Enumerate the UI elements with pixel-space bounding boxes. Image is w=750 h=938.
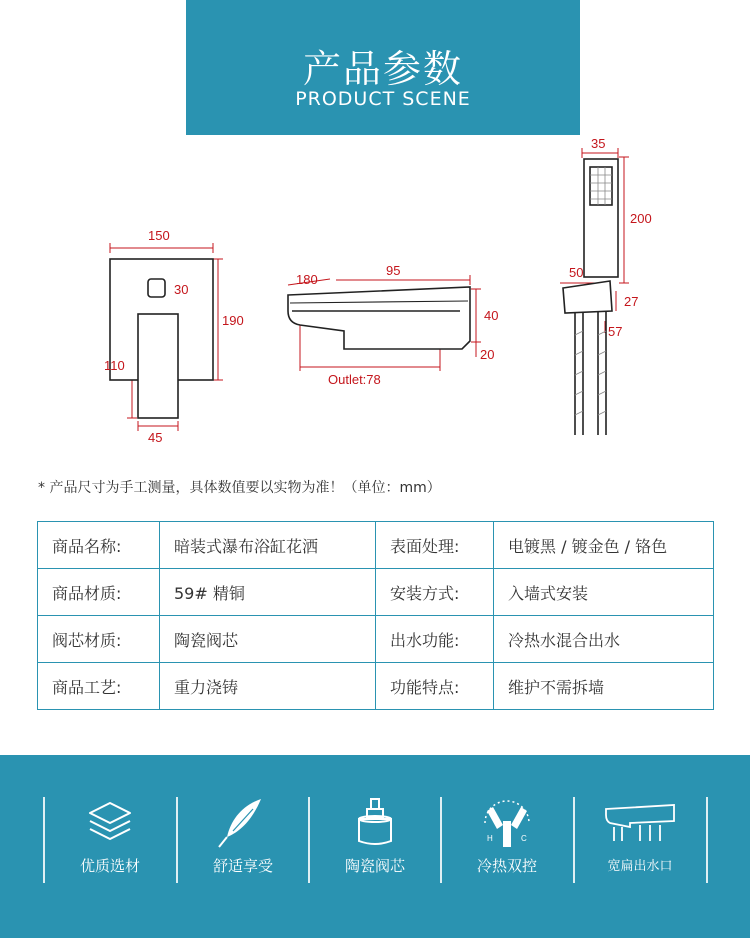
handheld-length-label: 200: [630, 211, 652, 226]
spec-key: 商品名称:: [38, 522, 160, 569]
feature-item: [574, 797, 706, 887]
spout-top-width-label: 95: [386, 263, 401, 278]
hot-label: H: [487, 834, 493, 843]
holder-height-label: 27: [624, 294, 639, 309]
spec-value: 维护不需拆墙: [494, 663, 714, 710]
feature-label: 宽扁出水口: [607, 859, 673, 874]
dimension-diagram: [0, 135, 750, 465]
spec-table: [37, 521, 714, 710]
spout-outlet-label: Outlet:78: [328, 372, 381, 387]
feature-item: [309, 797, 441, 887]
feature-item: [177, 797, 309, 887]
spec-key: 商品工艺:: [38, 663, 160, 710]
spec-value: 暗装式瀑布浴缸花洒: [160, 522, 376, 569]
valve-cartridge-icon: [345, 797, 405, 849]
spec-key: 阀芯材质:: [38, 616, 160, 663]
table-row: [38, 569, 714, 616]
spec-value: 冷热水混合出水: [494, 616, 714, 663]
feature-label: 舒适享受: [212, 857, 273, 875]
table-row: [38, 663, 714, 710]
feature-item: [441, 797, 573, 887]
layers-icon: [80, 797, 140, 847]
feature-label: 冷热双控: [476, 857, 537, 875]
spec-key: 商品材质:: [38, 569, 160, 616]
spout-depth-label: 180: [296, 272, 318, 287]
spec-value: 入墙式安装: [494, 569, 714, 616]
table-row: [38, 522, 714, 569]
hot-cold-icon: [475, 797, 539, 851]
divider: [706, 797, 708, 883]
feature-label: 优质选材: [79, 857, 140, 875]
waterfall-spout-icon: [600, 797, 680, 849]
feature-item: [44, 797, 176, 887]
page-subtitle: PRODUCT SCENE: [295, 88, 471, 110]
lever-height-label: 110: [104, 358, 125, 373]
table-row: [38, 616, 714, 663]
spec-key: 安装方式:: [376, 569, 494, 616]
spout-lip-label: 20: [480, 347, 495, 362]
panel-height-label: 190: [222, 313, 244, 328]
button-size-label: 30: [174, 282, 189, 297]
spec-value: 陶瓷阀芯: [160, 616, 376, 663]
feature-bar: [0, 755, 750, 938]
spec-key: 功能特点:: [376, 663, 494, 710]
feature-label: 陶瓷阀芯: [344, 857, 405, 875]
measurement-note: * 产品尺寸为手工测量，具体数值要以实物为准！（单位：mm）: [38, 480, 441, 496]
spout-height-label: 40: [484, 308, 499, 323]
spec-value: 重力浇铸: [160, 663, 376, 710]
spec-key: 出水功能:: [376, 616, 494, 663]
spec-key: 表面处理:: [376, 522, 494, 569]
panel-width-label: 150: [148, 228, 170, 243]
page-title: 产品参数: [302, 47, 463, 91]
handheld-head-width-label: 35: [591, 136, 606, 151]
holder-width-label: 50: [569, 265, 584, 280]
spec-value: 59# 精铜: [160, 569, 376, 616]
header-banner: [186, 0, 580, 135]
spec-value: 电镀黑 / 镀金色 / 铬色: [494, 522, 714, 569]
hose-label: 57: [608, 324, 623, 339]
feather-icon: [213, 797, 273, 849]
cold-label: C: [521, 834, 527, 843]
lever-width-label: 45: [148, 430, 163, 445]
